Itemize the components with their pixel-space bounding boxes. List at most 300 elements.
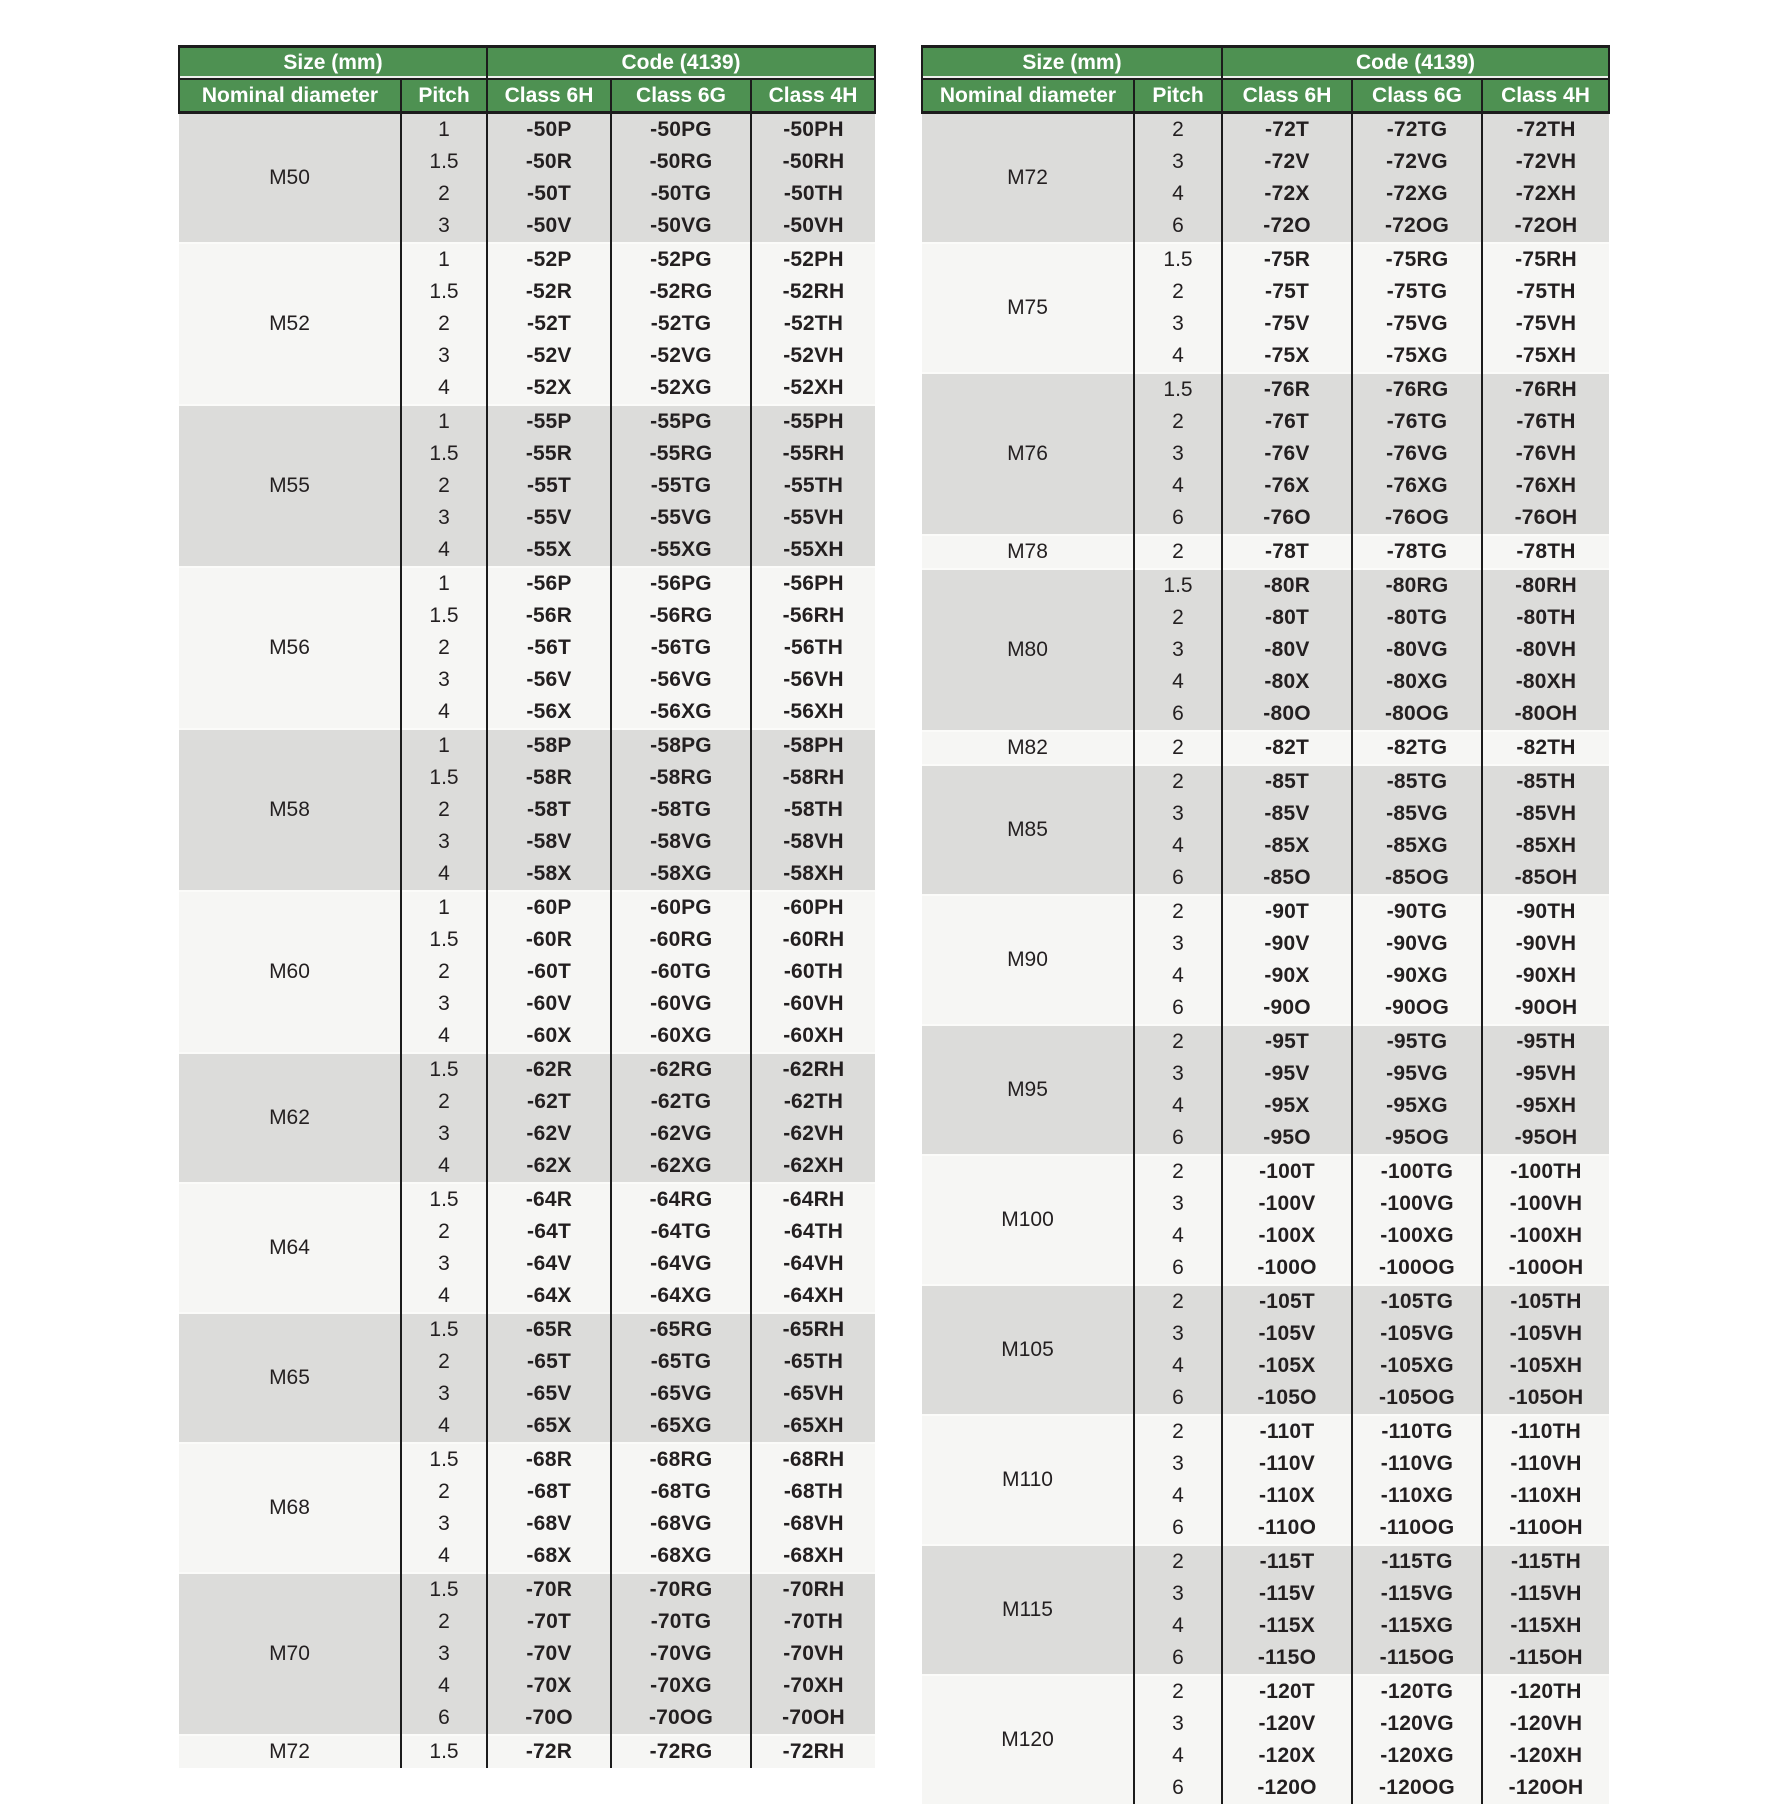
code-cell: -120VH: [1482, 1708, 1609, 1740]
pitch-cell: 1.5: [401, 600, 487, 632]
pitch-cell: 6: [1134, 1122, 1222, 1155]
pitch-cell: 6: [1134, 1382, 1222, 1415]
header-code-group: Code (4139): [1222, 47, 1609, 80]
pitch-cell: 2: [1134, 535, 1222, 569]
code-cell: -52T: [487, 308, 611, 340]
code-cell: -58T: [487, 794, 611, 826]
diameter-cell: M85: [922, 765, 1134, 895]
code-cell: -72V: [1222, 146, 1352, 178]
code-cell: -72RG: [611, 1735, 751, 1768]
code-cell: -70XG: [611, 1670, 751, 1702]
code-cell: -76TH: [1482, 406, 1609, 438]
code-cell: -60XH: [751, 1020, 875, 1053]
code-cell: -60TH: [751, 956, 875, 988]
code-cell: -50RG: [611, 146, 751, 178]
code-cell: -58P: [487, 729, 611, 762]
pitch-cell: 6: [1134, 992, 1222, 1025]
table-row: [179, 1053, 875, 1086]
column-header-pitch: Pitch: [1134, 79, 1222, 113]
code-cell: -64VH: [751, 1248, 875, 1280]
pitch-cell: 3: [1134, 1578, 1222, 1610]
code-cell: -55T: [487, 470, 611, 502]
code-cell: -72VH: [1482, 146, 1609, 178]
code-cell: -115X: [1222, 1610, 1352, 1642]
code-cell: -100TH: [1482, 1155, 1609, 1188]
table-row: [179, 243, 875, 276]
code-cell: -115VH: [1482, 1578, 1609, 1610]
code-cell: -85X: [1222, 830, 1352, 862]
code-cell: -52RH: [751, 276, 875, 308]
code-cell: -68R: [487, 1443, 611, 1476]
code-cell: -115TG: [1352, 1545, 1482, 1578]
code-cell: -120OG: [1352, 1772, 1482, 1804]
pitch-cell: 1.5: [401, 1313, 487, 1346]
pitch-cell: 2: [1134, 1545, 1222, 1578]
code-cell: -50PG: [611, 113, 751, 147]
code-cell: -55X: [487, 534, 611, 567]
code-cell: -95X: [1222, 1090, 1352, 1122]
code-cell: -80VH: [1482, 634, 1609, 666]
code-cell: -85V: [1222, 798, 1352, 830]
pitch-cell: 4: [1134, 470, 1222, 502]
code-cell: -105OH: [1482, 1382, 1609, 1415]
column-header-pitch: Pitch: [401, 79, 487, 113]
code-cell: -90VH: [1482, 928, 1609, 960]
code-cell: -95XH: [1482, 1090, 1609, 1122]
diameter-cell: M72: [179, 1735, 401, 1768]
pitch-cell: 4: [1134, 1740, 1222, 1772]
code-cell: -60VG: [611, 988, 751, 1020]
code-cell: -90TG: [1352, 895, 1482, 928]
pitch-cell: 4: [1134, 1480, 1222, 1512]
code-cell: -62XH: [751, 1150, 875, 1183]
pitch-cell: 4: [401, 1540, 487, 1573]
pitch-cell: 1.5: [1134, 569, 1222, 602]
code-cell: -70OG: [611, 1702, 751, 1735]
pitch-cell: 2: [1134, 1675, 1222, 1708]
code-cell: -110TH: [1482, 1415, 1609, 1448]
code-cell: -62RG: [611, 1053, 751, 1086]
code-cell: -80RG: [1352, 569, 1482, 602]
code-cell: -100X: [1222, 1220, 1352, 1252]
code-cell: -120TH: [1482, 1675, 1609, 1708]
code-cell: -75V: [1222, 308, 1352, 340]
code-cell: -70RG: [611, 1573, 751, 1606]
table-row: [922, 1415, 1609, 1448]
code-cell: -60RH: [751, 924, 875, 956]
code-cell: -70R: [487, 1573, 611, 1606]
table-row: [922, 535, 1609, 569]
code-cell: -76X: [1222, 470, 1352, 502]
code-cell: -80XG: [1352, 666, 1482, 698]
code-cell: -120X: [1222, 1740, 1352, 1772]
code-cell: -56RG: [611, 600, 751, 632]
code-cell: -62X: [487, 1150, 611, 1183]
code-cell: -120T: [1222, 1675, 1352, 1708]
code-cell: -56XG: [611, 696, 751, 729]
pitch-cell: 2: [401, 1346, 487, 1378]
table-row: [179, 729, 875, 762]
code-cell: -56VH: [751, 664, 875, 696]
code-cell: -80X: [1222, 666, 1352, 698]
code-cell: -52PG: [611, 243, 751, 276]
code-cell: -82TH: [1482, 731, 1609, 765]
table-row: [922, 243, 1609, 276]
code-cell: -64TG: [611, 1216, 751, 1248]
code-cell: -90V: [1222, 928, 1352, 960]
code-cell: -90T: [1222, 895, 1352, 928]
column-header-class-6h: Class 6H: [1222, 79, 1352, 113]
code-cell: -80RH: [1482, 569, 1609, 602]
table-row: [179, 1183, 875, 1216]
code-cell: -50P: [487, 113, 611, 147]
pitch-cell: 3: [1134, 438, 1222, 470]
pitch-cell: 3: [1134, 1188, 1222, 1220]
code-cell: -56RH: [751, 600, 875, 632]
code-cell: -80OH: [1482, 698, 1609, 731]
pitch-cell: 4: [401, 1020, 487, 1053]
code-cell: -55RG: [611, 438, 751, 470]
code-cell: -64V: [487, 1248, 611, 1280]
code-cell: -120TG: [1352, 1675, 1482, 1708]
code-cell: -75VG: [1352, 308, 1482, 340]
pitch-cell: 1.5: [401, 1183, 487, 1216]
code-cell: -72RH: [751, 1735, 875, 1768]
code-cell: -76XH: [1482, 470, 1609, 502]
code-cell: -72TG: [1352, 113, 1482, 147]
code-cell: -85O: [1222, 862, 1352, 895]
code-cell: -55TG: [611, 470, 751, 502]
pitch-cell: 3: [1134, 798, 1222, 830]
code-cell: -120OH: [1482, 1772, 1609, 1804]
table-row: [922, 1025, 1609, 1058]
pitch-cell: 4: [401, 1670, 487, 1702]
table-row: [922, 569, 1609, 602]
code-cell: -50T: [487, 178, 611, 210]
code-cell: -76O: [1222, 502, 1352, 535]
code-cell: -115TH: [1482, 1545, 1609, 1578]
code-cell: -65VG: [611, 1378, 751, 1410]
code-cell: -95VG: [1352, 1058, 1482, 1090]
diameter-cell: M64: [179, 1183, 401, 1313]
code-cell: -56PG: [611, 567, 751, 600]
column-header-class-6h: Class 6H: [487, 79, 611, 113]
column-header-nominal-diameter: Nominal diameter: [179, 79, 401, 113]
code-cell: -110O: [1222, 1512, 1352, 1545]
pitch-cell: 1: [401, 243, 487, 276]
diameter-cell: M72: [922, 113, 1134, 244]
code-cell: -90TH: [1482, 895, 1609, 928]
pitch-cell: 1: [401, 113, 487, 147]
pitch-cell: 4: [1134, 666, 1222, 698]
code-cell: -60PG: [611, 891, 751, 924]
pitch-cell: 2: [1134, 602, 1222, 634]
pitch-cell: 2: [1134, 765, 1222, 798]
diameter-cell: M110: [922, 1415, 1134, 1545]
code-cell: -76VG: [1352, 438, 1482, 470]
pitch-cell: 2: [401, 1216, 487, 1248]
code-cell: -95V: [1222, 1058, 1352, 1090]
pitch-cell: 4: [1134, 830, 1222, 862]
code-cell: -64TH: [751, 1216, 875, 1248]
diameter-cell: M75: [922, 243, 1134, 373]
diameter-cell: M100: [922, 1155, 1134, 1285]
code-cell: -64XH: [751, 1280, 875, 1313]
code-cell: -90XH: [1482, 960, 1609, 992]
pitch-cell: 1: [401, 891, 487, 924]
code-cell: -50VG: [611, 210, 751, 243]
pitch-cell: 3: [1134, 146, 1222, 178]
pitch-cell: 2: [401, 1086, 487, 1118]
code-cell: -100VH: [1482, 1188, 1609, 1220]
diameter-cell: M76: [922, 373, 1134, 535]
pitch-cell: 3: [1134, 1058, 1222, 1090]
code-cell: -56XH: [751, 696, 875, 729]
pitch-cell: 4: [401, 372, 487, 405]
code-cell: -82T: [1222, 731, 1352, 765]
code-cell: -58VG: [611, 826, 751, 858]
code-cell: -68XH: [751, 1540, 875, 1573]
code-cell: -75X: [1222, 340, 1352, 373]
code-cell: -56R: [487, 600, 611, 632]
code-cell: -68XG: [611, 1540, 751, 1573]
pitch-cell: 4: [401, 858, 487, 891]
code-cell: -80TG: [1352, 602, 1482, 634]
code-cell: -72OG: [1352, 210, 1482, 243]
code-cell: -85VG: [1352, 798, 1482, 830]
diameter-cell: M62: [179, 1053, 401, 1183]
code-cell: -85OG: [1352, 862, 1482, 895]
table-row: [179, 1313, 875, 1346]
diameter-cell: M95: [922, 1025, 1134, 1155]
pitch-cell: 4: [401, 1280, 487, 1313]
diameter-cell: M52: [179, 243, 401, 405]
code-cell: -52VG: [611, 340, 751, 372]
code-cell: -58V: [487, 826, 611, 858]
pitch-cell: 3: [1134, 928, 1222, 960]
table-row: [179, 113, 875, 147]
pitch-cell: 3: [401, 1248, 487, 1280]
pitch-cell: 2: [1134, 276, 1222, 308]
code-cell: -72O: [1222, 210, 1352, 243]
code-cell: -76T: [1222, 406, 1352, 438]
code-cell: -55VG: [611, 502, 751, 534]
code-cell: -55PG: [611, 405, 751, 438]
code-cell: -60PH: [751, 891, 875, 924]
pitch-cell: 4: [1134, 340, 1222, 373]
column-header-class-6g: Class 6G: [611, 79, 751, 113]
pitch-cell: 6: [1134, 502, 1222, 535]
code-cell: -52R: [487, 276, 611, 308]
code-cell: -115VG: [1352, 1578, 1482, 1610]
code-cell: -62VH: [751, 1118, 875, 1150]
code-cell: -50V: [487, 210, 611, 243]
code-cell: -55R: [487, 438, 611, 470]
pitch-cell: 4: [1134, 1220, 1222, 1252]
code-cell: -82TG: [1352, 731, 1482, 765]
code-cell: -80O: [1222, 698, 1352, 731]
code-cell: -95XG: [1352, 1090, 1482, 1122]
pitch-cell: 4: [401, 1410, 487, 1443]
code-cell: -70TG: [611, 1606, 751, 1638]
code-cell: -120XG: [1352, 1740, 1482, 1772]
code-cell: -90OH: [1482, 992, 1609, 1025]
code-cell: -90XG: [1352, 960, 1482, 992]
code-cell: -68V: [487, 1508, 611, 1540]
code-cell: -110VH: [1482, 1448, 1609, 1480]
code-cell: -105T: [1222, 1285, 1352, 1318]
code-cell: -55P: [487, 405, 611, 438]
pitch-cell: 1.5: [401, 146, 487, 178]
code-cell: -52X: [487, 372, 611, 405]
code-cell: -62TG: [611, 1086, 751, 1118]
code-cell: -110T: [1222, 1415, 1352, 1448]
code-cell: -68TG: [611, 1476, 751, 1508]
code-cell: -80TH: [1482, 602, 1609, 634]
code-cell: -58R: [487, 762, 611, 794]
code-cell: -52XH: [751, 372, 875, 405]
code-cell: -50R: [487, 146, 611, 178]
diameter-cell: M60: [179, 891, 401, 1053]
pitch-cell: 2: [1134, 731, 1222, 765]
code-cell: -110V: [1222, 1448, 1352, 1480]
code-cell: -75XH: [1482, 340, 1609, 373]
code-cell: -56X: [487, 696, 611, 729]
code-cell: -52PH: [751, 243, 875, 276]
code-cell: -60R: [487, 924, 611, 956]
pitch-cell: 4: [1134, 1090, 1222, 1122]
code-cell: -75VH: [1482, 308, 1609, 340]
diameter-cell: M90: [922, 895, 1134, 1025]
pitch-cell: 2: [401, 1606, 487, 1638]
code-cell: -100T: [1222, 1155, 1352, 1188]
code-cell: -115OH: [1482, 1642, 1609, 1675]
code-cell: -60XG: [611, 1020, 751, 1053]
pitch-cell: 4: [401, 696, 487, 729]
pitch-cell: 3: [1134, 308, 1222, 340]
table-row: [179, 1735, 875, 1768]
diameter-cell: M115: [922, 1545, 1134, 1675]
code-cell: -76XG: [1352, 470, 1482, 502]
code-cell: -75T: [1222, 276, 1352, 308]
pitch-cell: 3: [401, 1508, 487, 1540]
code-cell: -56P: [487, 567, 611, 600]
code-cell: -65RH: [751, 1313, 875, 1346]
code-cell: -100TG: [1352, 1155, 1482, 1188]
code-cell: -50TH: [751, 178, 875, 210]
code-cell: -64X: [487, 1280, 611, 1313]
pitch-cell: 3: [401, 664, 487, 696]
code-cell: -58PG: [611, 729, 751, 762]
code-cell: -90VG: [1352, 928, 1482, 960]
code-cell: -58XG: [611, 858, 751, 891]
pitch-cell: 1: [401, 567, 487, 600]
code-cell: -85T: [1222, 765, 1352, 798]
code-cell: -72XG: [1352, 178, 1482, 210]
code-cell: -65VH: [751, 1378, 875, 1410]
code-cell: -62VG: [611, 1118, 751, 1150]
code-cell: -68T: [487, 1476, 611, 1508]
code-cell: -76OH: [1482, 502, 1609, 535]
table-row: [179, 567, 875, 600]
code-cell: -62RH: [751, 1053, 875, 1086]
code-cell: -115O: [1222, 1642, 1352, 1675]
code-cell: -60P: [487, 891, 611, 924]
pitch-cell: 2: [1134, 1025, 1222, 1058]
code-cell: -65X: [487, 1410, 611, 1443]
code-cell: -76OG: [1352, 502, 1482, 535]
code-cell: -70V: [487, 1638, 611, 1670]
code-cell: -76RG: [1352, 373, 1482, 406]
pitch-cell: 2: [401, 178, 487, 210]
code-cell: -95OG: [1352, 1122, 1482, 1155]
column-header-class-4h: Class 4H: [751, 79, 875, 113]
code-cell: -70XH: [751, 1670, 875, 1702]
code-cell: -52P: [487, 243, 611, 276]
code-cell: -85XG: [1352, 830, 1482, 862]
pitch-cell: 2: [401, 470, 487, 502]
pitch-cell: 3: [401, 988, 487, 1020]
pitch-cell: 1.5: [401, 1053, 487, 1086]
code-cell: -120XH: [1482, 1740, 1609, 1772]
column-header-class-4h: Class 4H: [1482, 79, 1609, 113]
code-cell: -115XH: [1482, 1610, 1609, 1642]
code-cell: -85VH: [1482, 798, 1609, 830]
table-row: [922, 1155, 1609, 1188]
table-row: [922, 373, 1609, 406]
code-cell: -85OH: [1482, 862, 1609, 895]
code-cell: -110OG: [1352, 1512, 1482, 1545]
code-cell: -80VG: [1352, 634, 1482, 666]
code-cell: -75R: [1222, 243, 1352, 276]
pitch-cell: 4: [1134, 178, 1222, 210]
code-cell: -60RG: [611, 924, 751, 956]
code-cell: -68RG: [611, 1443, 751, 1476]
code-cell: -70RH: [751, 1573, 875, 1606]
code-cell: -62V: [487, 1118, 611, 1150]
code-cell: -115XG: [1352, 1610, 1482, 1642]
code-cell: -100V: [1222, 1188, 1352, 1220]
pitch-cell: 3: [401, 1638, 487, 1670]
code-cell: -78TG: [1352, 535, 1482, 569]
pitch-cell: 3: [1134, 1708, 1222, 1740]
code-cell: -105TG: [1352, 1285, 1482, 1318]
code-cell: -115V: [1222, 1578, 1352, 1610]
code-cell: -70VG: [611, 1638, 751, 1670]
code-cell: -95TH: [1482, 1025, 1609, 1058]
code-cell: -80R: [1222, 569, 1352, 602]
code-cell: -105O: [1222, 1382, 1352, 1415]
code-cell: -110TG: [1352, 1415, 1482, 1448]
pitch-cell: 1.5: [401, 276, 487, 308]
diameter-cell: M120: [922, 1675, 1134, 1804]
pitch-cell: 3: [401, 502, 487, 534]
code-cell: -85XH: [1482, 830, 1609, 862]
pitch-cell: 6: [1134, 698, 1222, 731]
code-cell: -52VH: [751, 340, 875, 372]
pitch-cell: 6: [1134, 1512, 1222, 1545]
diameter-cell: M65: [179, 1313, 401, 1443]
pitch-cell: 3: [401, 340, 487, 372]
code-cell: -105X: [1222, 1350, 1352, 1382]
table-row: [179, 405, 875, 438]
code-cell: -55V: [487, 502, 611, 534]
code-cell: -50PH: [751, 113, 875, 147]
pitch-cell: 3: [401, 1378, 487, 1410]
code-cell: -60T: [487, 956, 611, 988]
diameter-cell: M80: [922, 569, 1134, 731]
code-cell: -100OG: [1352, 1252, 1482, 1285]
